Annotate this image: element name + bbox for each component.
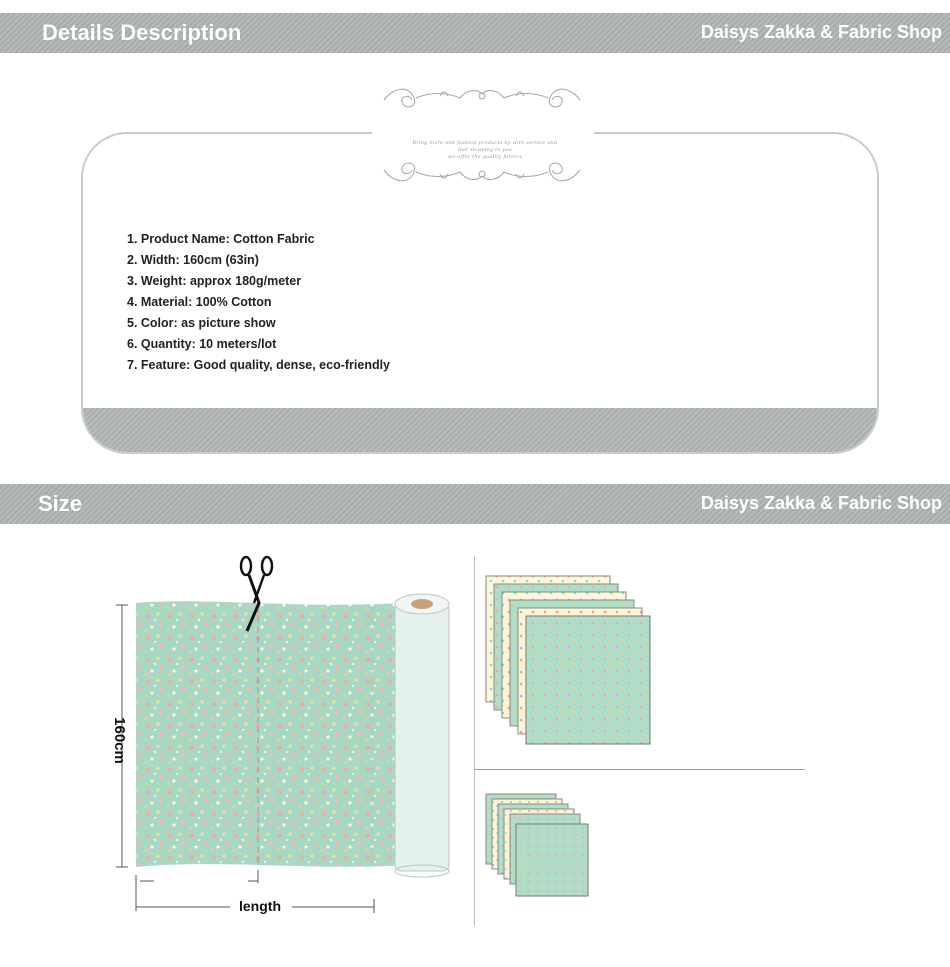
card-stripe xyxy=(83,408,877,452)
height-label: 160cm xyxy=(110,717,128,764)
spec-item: 4. Material: 100% Cotton xyxy=(127,295,272,309)
fabric-stack-small xyxy=(482,790,602,900)
fabric-stack-large xyxy=(482,572,682,772)
card-gap xyxy=(372,126,594,138)
fabric-sheet xyxy=(136,601,410,867)
divider-vertical xyxy=(474,556,475,926)
size-title: Size xyxy=(38,491,83,516)
spec-item: 1. Product Name: Cotton Fabric xyxy=(127,232,315,246)
ornament-line: we offer the quality fabrics xyxy=(447,154,523,160)
ornament-line: fast shipping to you xyxy=(457,147,513,153)
spec-item: 3. Weight: approx 180g/meter xyxy=(127,274,302,288)
flourish-top-icon xyxy=(380,82,584,114)
spec-item: 5. Color: as picture show xyxy=(127,316,276,330)
ornament-line: Bring more and fashion products by with service and xyxy=(412,140,558,146)
shop-name: Daisys Zakka & Fabric Shop xyxy=(700,493,942,513)
details-title: Details Description xyxy=(42,20,242,45)
spec-item: 7. Feature: Good quality, dense, eco-friendly xyxy=(127,358,391,372)
fabric-roll xyxy=(395,603,449,871)
spec-list xyxy=(127,229,390,376)
shop-name: Daisys Zakka & Fabric Shop xyxy=(700,22,942,42)
details-banner xyxy=(0,13,950,53)
spec-item: 2. Width: 160cm (63in) xyxy=(127,253,259,267)
spec-item: 6. Quantity: 10 meters/lot xyxy=(127,337,277,351)
length-label: length xyxy=(236,898,284,914)
size-banner xyxy=(0,484,950,524)
flourish-bottom-icon xyxy=(380,156,584,188)
fabric-roll-diagram xyxy=(100,545,460,925)
